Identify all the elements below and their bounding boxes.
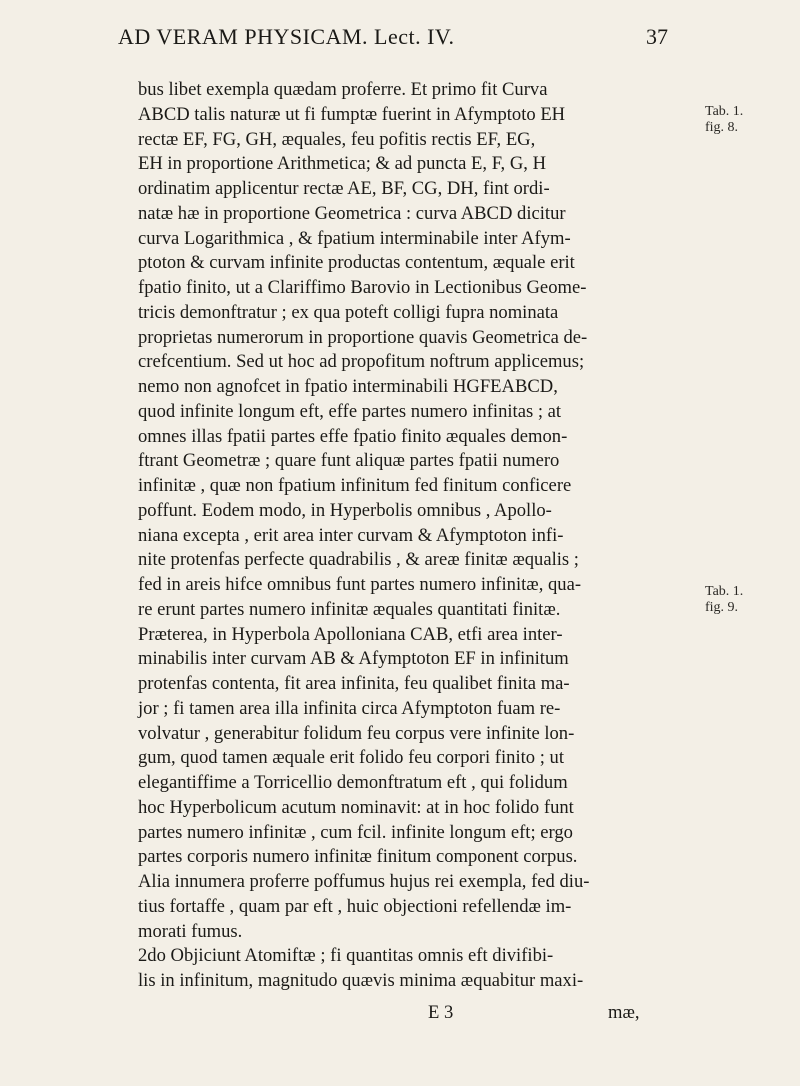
margin-note-line: Tab. 1. (705, 104, 744, 119)
text-line: ptoton & curvam infinite productas contentum, æquale erit (138, 252, 575, 274)
text-line: partes corporis numero infinitæ finitum component corpus. (138, 846, 578, 868)
text-line: 2do Objiciunt Atomiftæ ; fi quantitas omnis eft divifibi- (138, 945, 554, 967)
text-line: nemo non agnofcet in fpatio interminabili HGFEABCD, (138, 376, 558, 397)
text-line: rectæ EF, FG, GH, æquales, feu pofitis rectis EF, EG, (138, 128, 536, 150)
text-line: elegantiffime a Torricellio demonftratum eft , qui folidum (138, 772, 568, 793)
text-line: fpatio finito, ut a Clariffimo Barovio in Lectionibus Geome- (138, 277, 587, 298)
margin-note-line: fig. 8. (705, 120, 739, 135)
body-text (138, 78, 698, 994)
text-line: protenfas contenta, fit area infinita, feu qualibet finita ma- (138, 673, 570, 694)
text-line: EH in proportione Arithmetica; & ad puncta E, F, G, H (138, 153, 547, 175)
text-line: minabilis inter curvam AB & Afymptoton EF in infinitum (138, 648, 569, 670)
text-line: proprietas numerorum in proportione quavis Geometrica de- (138, 326, 588, 348)
margin-note-tab-1-fig-9 (705, 584, 743, 616)
text-line: tius fortaffe , quam par eft , huic objectioni refellendæ im- (138, 895, 572, 917)
text-line: Alia innumera proferre poffumus hujus rei exempla, fed diu- (138, 871, 590, 892)
page-number: 37 (646, 24, 668, 49)
running-title: AD VERAM PHYSICAM. Lect. IV. (118, 24, 455, 49)
text-line: bus libet exempla quædam proferre. Et primo fit Curva (138, 79, 548, 100)
text-line: volvatur , generabitur folidum feu corpus vere infinite lon- (138, 722, 575, 744)
margin-note-line: fig. 9. (705, 600, 739, 615)
text-line: curva Logarithmica , & fpatium interminabile inter Afym- (138, 227, 571, 249)
text-line: omnes illas fpatii partes effe fpatio finito æquales demon- (138, 425, 568, 447)
text-line: ABCD talis naturæ ut fi fumptæ fuerint in Afymptoto EH (138, 103, 566, 125)
margin-note-tab-1-fig-8 (705, 104, 743, 136)
text-line: jor ; fi tamen area illa infinita circa Afymptoton fuam re- (138, 697, 561, 719)
text-line: re erunt partes numero infinitæ æquales quantitati finitæ. (138, 598, 561, 620)
page-header (118, 24, 678, 64)
text-line: niana excepta , erit area inter curvam & Afymptoton infi- (138, 524, 564, 546)
text-line: hoc Hyperbolicum acutum nominavit: at in hoc folido funt (138, 796, 574, 818)
text-line: fed in areis hifce omnibus funt partes numero infinitæ, qua- (138, 574, 582, 595)
text-line: quod infinite longum eft, effe partes numero infinitas ; at (138, 400, 562, 422)
text-line: infinitæ , quæ non fpatium infinitum fed finitum conficere (138, 475, 572, 496)
margin-note-line: Tab. 1. (705, 584, 744, 599)
text-line: ordinatim applicentur rectæ AE, BF, CG, DH, fint ordi- (138, 178, 550, 199)
catchword: mæ, (608, 1002, 640, 1023)
text-line: partes numero infinitæ , cum fcil. infinite longum eft; ergo (138, 821, 573, 843)
text-line: Præterea, in Hyperbola Apolloniana CAB, etfi area inter- (138, 623, 563, 645)
text-line: nite protenfas perfecte quadrabilis , & areæ finitæ æqualis ; (138, 549, 579, 571)
text-line: lis in infinitum, magnitudo quævis minima æquabitur maxi- (138, 970, 584, 991)
text-line: ftrant Geometræ ; quare funt aliquæ partes fpatii numero (138, 450, 560, 472)
text-line: poffunt. Eodem modo, in Hyperbolis omnibus , Apollo- (138, 499, 552, 521)
text-line: natæ hæ in proportione Geometrica : curva ABCD dicitur (138, 202, 566, 224)
text-line: crefcentium. Sed ut hoc ad propofitum noftrum applicemus; (138, 351, 585, 373)
text-line: tricis demonftratur ; ex qua poteft colligi fupra nominata (138, 301, 559, 323)
text-line: morati fumus. (138, 920, 243, 942)
signature-mark: E 3 (428, 1002, 454, 1023)
text-line: gum, quod tamen æquale erit folido feu corpori finito ; ut (138, 747, 565, 769)
